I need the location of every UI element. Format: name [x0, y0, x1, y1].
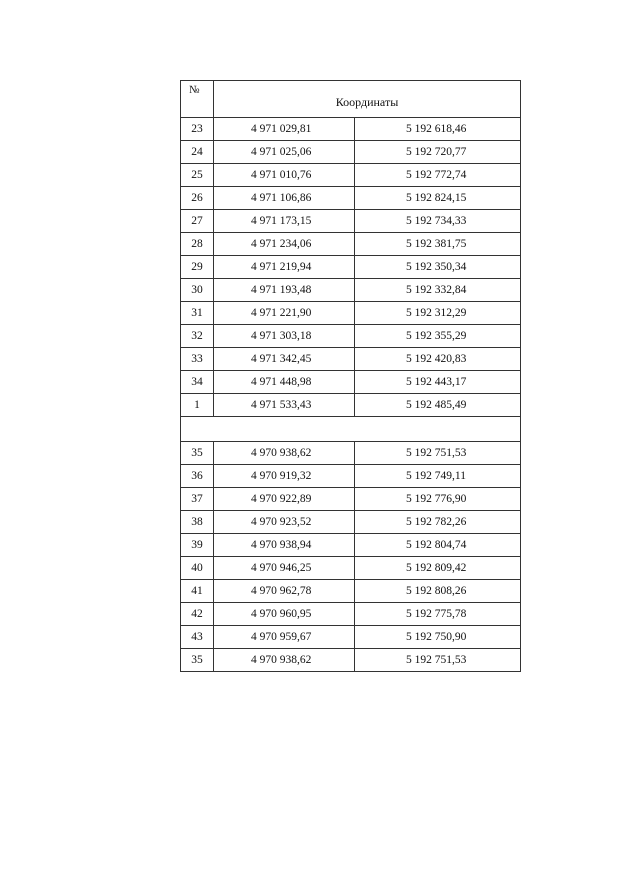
- coordinate-y: 5 192 772,74: [355, 164, 521, 187]
- coordinate-y: 5 192 751,53: [355, 649, 521, 672]
- row-number: 31: [181, 302, 214, 325]
- table-row: [181, 233, 521, 256]
- coordinate-x: 4 970 938,94: [214, 534, 355, 557]
- coordinate-x: 4 970 959,67: [214, 626, 355, 649]
- row-number: 40: [181, 557, 214, 580]
- table-row: [181, 394, 521, 417]
- coordinate-x: 4 971 193,48: [214, 279, 355, 302]
- coordinate-y: 5 192 750,90: [355, 626, 521, 649]
- coordinate-y: 5 192 824,15: [355, 187, 521, 210]
- coordinate-y: 5 192 332,84: [355, 279, 521, 302]
- separator-cell: [181, 417, 521, 442]
- row-number: 36: [181, 465, 214, 488]
- row-number: 24: [181, 141, 214, 164]
- coordinates-table: [180, 80, 521, 672]
- table-row: [181, 649, 521, 672]
- coordinate-x: 4 970 960,95: [214, 603, 355, 626]
- table-row: [181, 603, 521, 626]
- row-number: 23: [181, 118, 214, 141]
- coordinate-x: 4 971 533,43: [214, 394, 355, 417]
- row-number: 28: [181, 233, 214, 256]
- coordinate-x: 4 971 221,90: [214, 302, 355, 325]
- table-row: [181, 141, 521, 164]
- coordinate-y: 5 192 734,33: [355, 210, 521, 233]
- coordinate-y: 5 192 720,77: [355, 141, 521, 164]
- row-number: 42: [181, 603, 214, 626]
- coordinate-y: 5 192 443,17: [355, 371, 521, 394]
- row-number: 25: [181, 164, 214, 187]
- table-row: [181, 534, 521, 557]
- header-coordinates: Координаты: [214, 81, 521, 118]
- row-number: 43: [181, 626, 214, 649]
- coordinate-y: 5 192 485,49: [355, 394, 521, 417]
- coordinate-x: 4 971 029,81: [214, 118, 355, 141]
- table-row: [181, 187, 521, 210]
- table-row: [181, 210, 521, 233]
- table-row: [181, 164, 521, 187]
- table-row: [181, 118, 521, 141]
- coordinate-x: 4 971 303,18: [214, 325, 355, 348]
- row-number: 1: [181, 394, 214, 417]
- row-number: 26: [181, 187, 214, 210]
- coordinate-x: 4 971 025,06: [214, 141, 355, 164]
- coordinate-x: 4 971 448,98: [214, 371, 355, 394]
- table-row: [181, 580, 521, 603]
- row-number: 38: [181, 511, 214, 534]
- table-row: [181, 256, 521, 279]
- row-number: 37: [181, 488, 214, 511]
- coordinate-x: 4 971 219,94: [214, 256, 355, 279]
- coordinate-x: 4 970 946,25: [214, 557, 355, 580]
- row-number: 39: [181, 534, 214, 557]
- header-number: №: [181, 81, 214, 118]
- row-number: 35: [181, 442, 214, 465]
- coordinate-x: 4 971 234,06: [214, 233, 355, 256]
- coordinate-y: 5 192 355,29: [355, 325, 521, 348]
- coordinate-y: 5 192 751,53: [355, 442, 521, 465]
- row-number: 34: [181, 371, 214, 394]
- coordinate-y: 5 192 420,83: [355, 348, 521, 371]
- table-row: [181, 557, 521, 580]
- coordinate-y: 5 192 775,78: [355, 603, 521, 626]
- row-number: 41: [181, 580, 214, 603]
- coordinate-x: 4 971 342,45: [214, 348, 355, 371]
- coordinate-x: 4 971 173,15: [214, 210, 355, 233]
- row-number: 32: [181, 325, 214, 348]
- row-number: 35: [181, 649, 214, 672]
- separator-row: [181, 417, 521, 442]
- coordinate-y: 5 192 804,74: [355, 534, 521, 557]
- coordinate-y: 5 192 809,42: [355, 557, 521, 580]
- coordinate-y: 5 192 381,75: [355, 233, 521, 256]
- coordinate-y: 5 192 312,29: [355, 302, 521, 325]
- table-row: [181, 511, 521, 534]
- coordinate-y: 5 192 350,34: [355, 256, 521, 279]
- table-row: [181, 348, 521, 371]
- coordinate-y: 5 192 749,11: [355, 465, 521, 488]
- coordinate-x: 4 971 106,86: [214, 187, 355, 210]
- coordinate-y: 5 192 782,26: [355, 511, 521, 534]
- coordinate-x: 4 970 923,52: [214, 511, 355, 534]
- table-row: [181, 371, 521, 394]
- table-row: [181, 488, 521, 511]
- coordinate-x: 4 970 938,62: [214, 649, 355, 672]
- row-number: 30: [181, 279, 214, 302]
- coordinate-x: 4 971 010,76: [214, 164, 355, 187]
- coordinate-y: 5 192 808,26: [355, 580, 521, 603]
- table-row: [181, 325, 521, 348]
- coordinate-x: 4 970 922,89: [214, 488, 355, 511]
- table-row: [181, 302, 521, 325]
- table-row: [181, 442, 521, 465]
- coordinate-x: 4 970 919,32: [214, 465, 355, 488]
- coordinate-x: 4 970 938,62: [214, 442, 355, 465]
- table-row: [181, 626, 521, 649]
- table-row: [181, 279, 521, 302]
- coordinate-x: 4 970 962,78: [214, 580, 355, 603]
- coordinate-y: 5 192 776,90: [355, 488, 521, 511]
- row-number: 33: [181, 348, 214, 371]
- row-number: 29: [181, 256, 214, 279]
- coordinate-y: 5 192 618,46: [355, 118, 521, 141]
- table-body: [181, 118, 521, 672]
- table-row: [181, 465, 521, 488]
- table-header-row: [181, 81, 521, 118]
- row-number: 27: [181, 210, 214, 233]
